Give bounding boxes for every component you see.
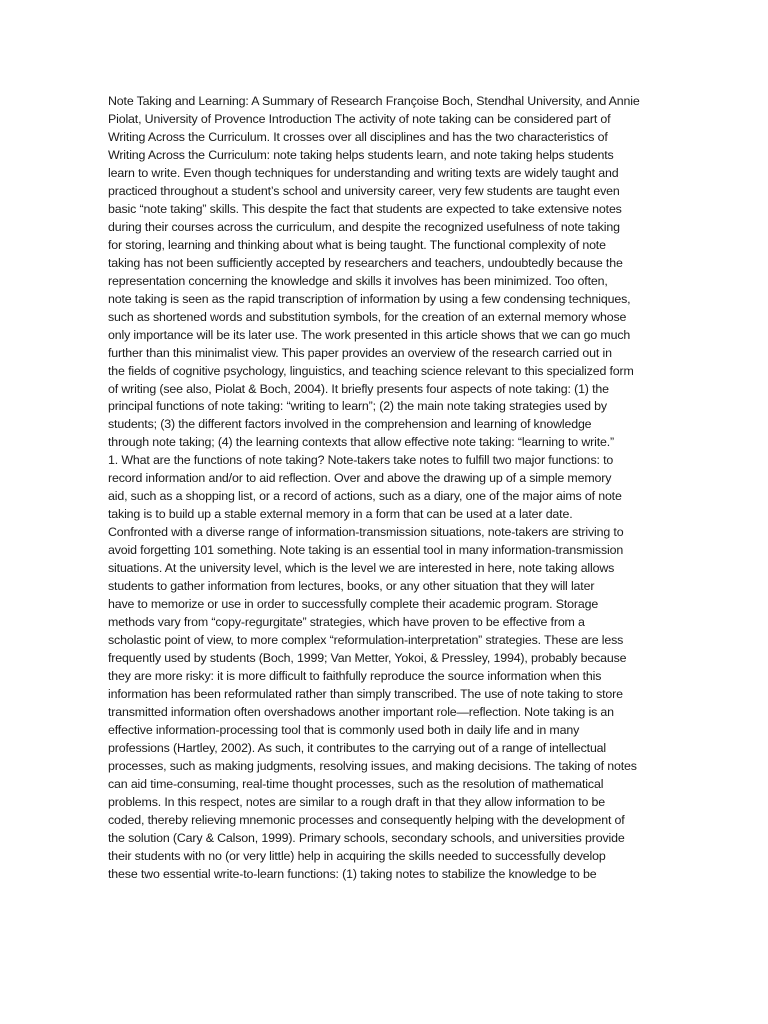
text-line: Note Taking and Learning: A Summary of Research Françoise Boch, Stendhal University, and Annie (108, 94, 640, 108)
text-line: effective information-processing tool that is commonly used both in daily life and in many (108, 722, 580, 737)
text-line: professions (Hartley, 2002). As such, it contributes to the carrying out of a range of intellectual (108, 740, 607, 755)
text-line: Confronted with a diverse range of information-transmission situations, note-takers are striving to (108, 525, 624, 540)
text-line: they are more risky: it is more difficult to faithfully reproduce the source information when this (108, 669, 602, 683)
text-line: learn to write. Even though techniques for understanding and writing texts are widely taught and (108, 165, 619, 180)
text-line: through note taking; (4) the learning contexts that allow effective note taking: “learning to write.” (108, 435, 615, 450)
text-line: can aid time-consuming, real-time thought processes, such as the resolution of mathematical (108, 776, 604, 791)
text-line: such as shortened words and substitution symbols, for the creation of an external memory whose (108, 309, 627, 324)
text-line: information has been reformulated rather than simply transcribed. The use of note taking to store (108, 686, 623, 701)
text-line: Piolat, University of Provence Introduction The activity of note taking can be considered part of (108, 111, 611, 126)
text-line: of writing (see also, Piolat & Boch, 2004). It briefly presents four aspects of note taking: (1) the (108, 381, 609, 396)
text-line: during their courses across the curriculum, and despite the recognized usefulness of note taking (108, 219, 620, 234)
text-line: these two essential write-to-learn functions: (1) taking notes to stabilize the knowledge to be (108, 866, 597, 881)
text-line: 1. What are the functions of note taking? Note-takers take notes to fulfill two major functions: to (108, 453, 614, 468)
text-line: only importance will be its later use. The work presented in this article shows that we can go much (108, 327, 631, 342)
text-line: methods vary from “copy-regurgitate” strategies, which have proven to be effective from a (108, 615, 585, 630)
text-line: students to gather information from lectures, books, or any other situation that they will later (108, 579, 595, 594)
text-line: frequently used by students (Boch, 1999; Van Metter, Yokoi, & Pressley, 1994), probably because (108, 651, 627, 666)
text-line: for storing, learning and thinking about what is being taught. The functional complexity of note (108, 237, 606, 252)
document-body-text (108, 93, 666, 884)
text-line: problems. In this respect, notes are similar to a rough draft in that they allow information to be (108, 794, 606, 809)
text-line: practiced throughout a student’s school and university career, very few students are taught even (108, 183, 620, 198)
text-line: situations. At the university level, which is the level we are interested in here, note taking allows (108, 561, 615, 576)
text-line: scholastic point of view, to more complex “reformulation-interpretation” strategies. These are less (108, 633, 624, 648)
text-line: coded, thereby relieving mnemonic processes and consequently helping with the development of (108, 812, 625, 827)
text-line: avoid forgetting 101 something. Note taking is an essential tool in many information-transmission (108, 543, 624, 558)
text-line: basic “note taking” skills. This despite the fact that students are expected to take extensive notes (108, 201, 622, 216)
text-line: aid, such as a shopping list, or a record of actions, such as a diary, one of the major aims of note (108, 489, 622, 504)
text-line: Writing Across the Curriculum. It crosses over all disciplines and has the two characteristics of (108, 129, 608, 144)
text-line: taking has not been sufficiently accepted by researchers and teachers, undoubtedly because the (108, 255, 623, 270)
text-line: taking is to build up a stable external memory in a form that can be used at a later date. (108, 507, 573, 522)
text-line: their students with no (or very little) help in acquiring the skills needed to successfully develop (108, 848, 606, 863)
text-line: representation concerning the knowledge and skills it involves has been minimized. Too often, (108, 273, 608, 288)
text-line: the solution (Cary & Calson, 1999). Primary schools, secondary schools, and universities provide (108, 830, 625, 845)
text-line: Writing Across the Curriculum: note taking helps students learn, and note taking helps students (108, 147, 614, 162)
text-line: note taking is seen as the rapid transcription of information by using a few condensing techniques, (108, 291, 631, 306)
text-line: principal functions of note taking: “writing to learn”; (2) the main note taking strategies used by (108, 399, 607, 414)
text-line: students; (3) the different factors involved in the comprehension and learning of knowledge (108, 417, 592, 432)
text-line: further than this minimalist view. This paper provides an overview of the research carried out in (108, 345, 612, 360)
text-line: record information and/or to aid reflection. Over and above the drawing up of a simple memory (108, 471, 612, 486)
text-line: processes, such as making judgments, resolving issues, and making decisions. The taking of notes (108, 758, 637, 773)
text-line: the fields of cognitive psychology, linguistics, and teaching science relevant to this specialized form (108, 363, 634, 378)
text-line: have to memorize or use in order to successfully complete their academic program. Storage (108, 597, 599, 612)
text-line: transmitted information often overshadows another important role—reflection. Note taking is an (108, 704, 614, 719)
